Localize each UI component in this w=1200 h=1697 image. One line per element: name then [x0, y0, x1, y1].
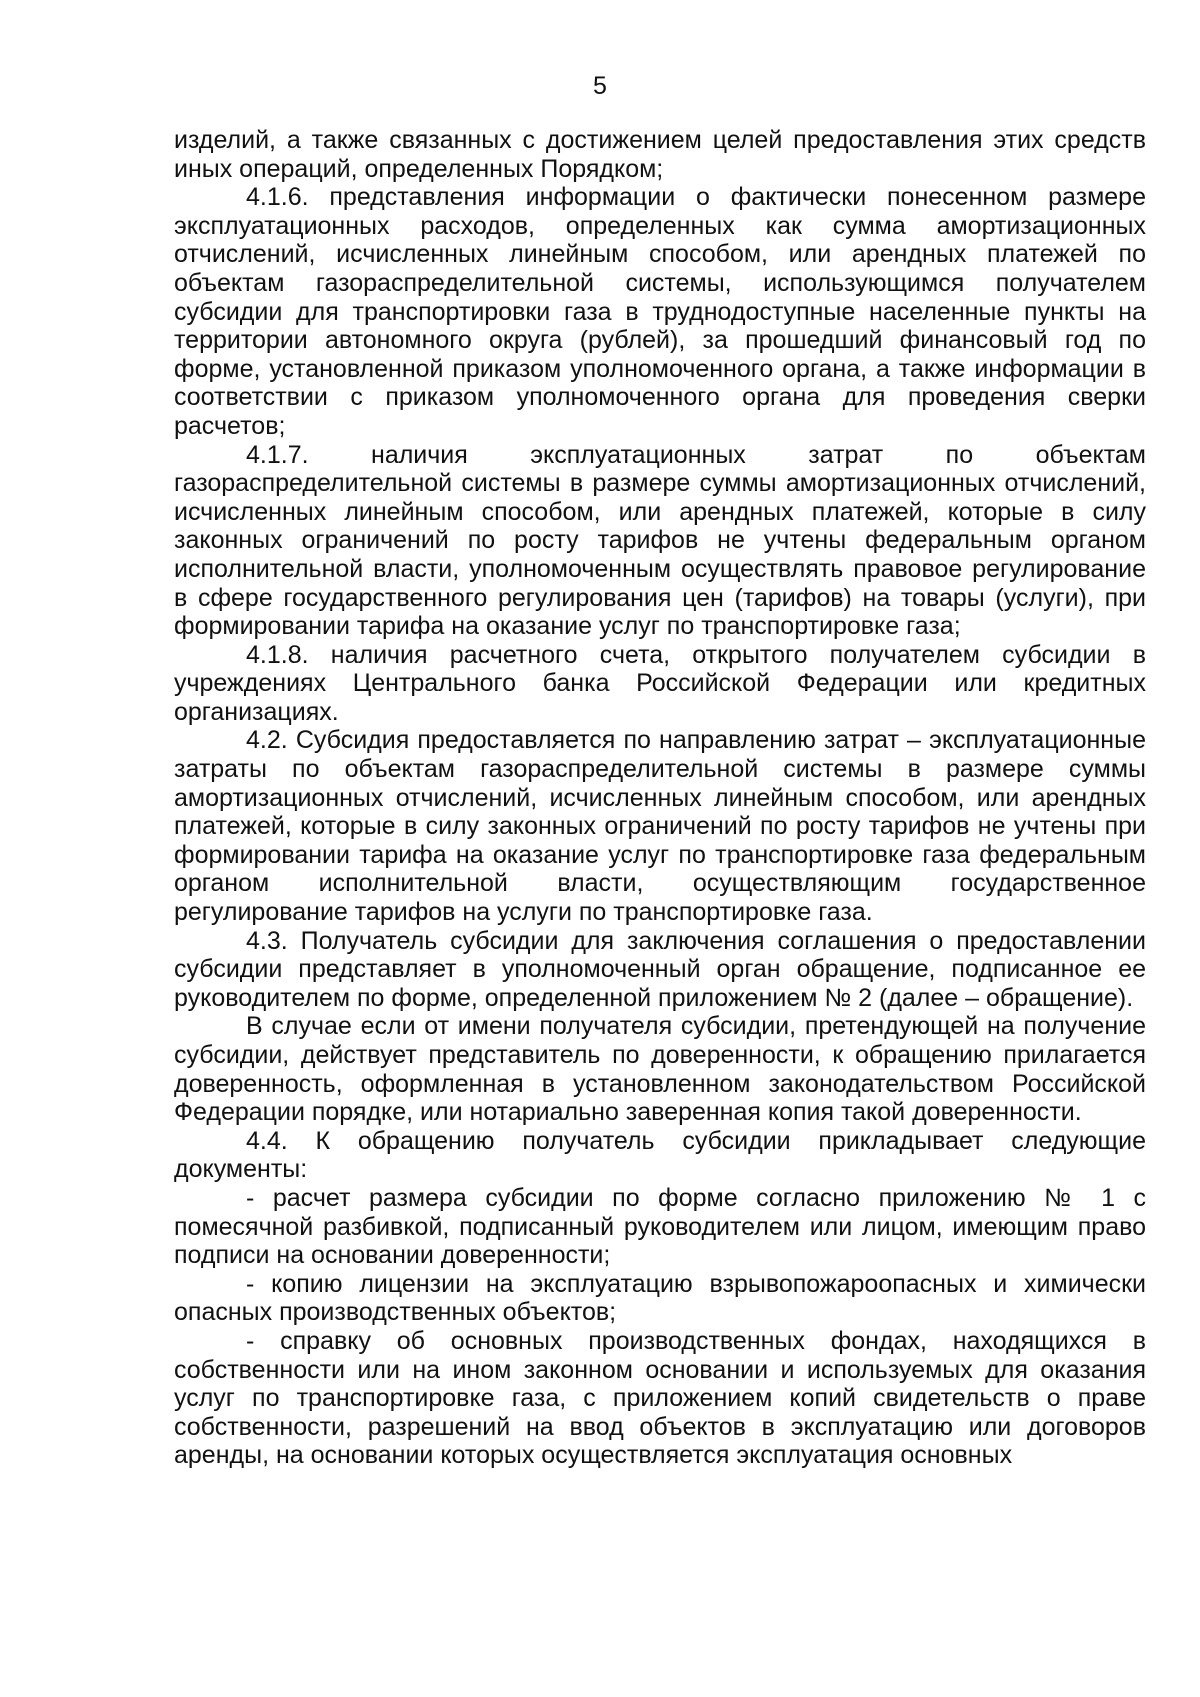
paragraph-4-2: 4.2. Субсидия предоставляется по направлению затрат – эксплуатационные затраты по объектам газораспределительной системы в размере суммы амортизационных отчислений, исчисленных линейным способом, или арендных платежей, которые в силу законных ограничений по росту тарифов не учтены при формировании тарифа на оказание услуг по транспортировке газа федеральным органом исполнительной власти, осуществляющим государственное регулирование тарифов на услуги по транспортировке газа. — [174, 726, 1146, 927]
list-item-license: - копию лицензии на эксплуатацию взрывопожароопасных и химически опасных производственных объектов; — [174, 1269, 1146, 1327]
paragraph-4-1-7: 4.1.7. наличия эксплуатационных затрат по объектам газораспределительной системы в размере суммы амортизационных отчислений, исчисленных линейным способом, или арендных платежей, которые в силу законных ограничений по росту тарифов не учтены федеральным органом исполнительной власти, уполномоченным осуществлять правовое регулирование в сфере государственного регулирования цен (тарифов) на товары (услуги), при формировании тарифа на оказание услуг по транспортировке газа; — [174, 440, 1146, 641]
paragraph-4-1-8: 4.1.8. наличия расчетного счета, открытого получателем субсидии в учреждениях Центрального банка Российской Федерации или кредитных организациях. — [174, 640, 1146, 726]
paragraph-4-4: 4.4. К обращению получатель субсидии прикладывает следующие документы: — [174, 1126, 1146, 1184]
paragraph-continuation: изделий, а также связанных с достижением целей предоставления этих средств иных операций, определенных Порядком; — [174, 126, 1146, 183]
paragraph-4-3: 4.3. Получатель субсидии для заключения соглашения о предоставлении субсидии представляет в уполномоченный орган обращение, подписанное ее руководителем по форме, определенной приложением № 2 (далее – обращение). — [174, 926, 1146, 1012]
page-number: 5 — [593, 72, 607, 100]
paragraph-representative: В случае если от имени получателя субсидии, претендующей на получение субсидии, действует представитель по доверенности, к обращению прилагается доверенность, оформленная в установленном законодательством Российской Федерации порядке, или нотариально заверенная копия такой доверенности. — [174, 1012, 1146, 1127]
document-body — [174, 126, 1146, 1470]
paragraph-4-1-6: 4.1.6. представления информации о фактически понесенном размере эксплуатационных расходов, определенных как сумма амортизационных отчислений, исчисленных линейным способом, или арендных платежей по объектам газораспределительной системы, использующимся получателем субсидии для транспортировки газа в труднодоступные населенные пункты на территории автономного округа (рублей), за прошедший финансовый год по форме, установленной приказом уполномоченного органа, а также информации в соответствии с приказом уполномоченного органа для проведения сверки расчетов; — [174, 183, 1146, 440]
list-item-fixed-assets: - справку об основных производственных фондах, находящихся в собственности или на ином законном основании и используемых для оказания услуг по транспортировке газа, с приложением копий свидетельств о праве собственности, разрешений на ввод объектов в эксплуатацию или договоров аренды, на основании которых осуществляется эксплуатация основных — [174, 1326, 1146, 1470]
list-item-calculation: - расчет размера субсидии по форме согласно приложению № 1 с помесячной разбивкой, подписанный руководителем или лицом, имеющим право подписи на основании доверенности; — [174, 1183, 1146, 1270]
